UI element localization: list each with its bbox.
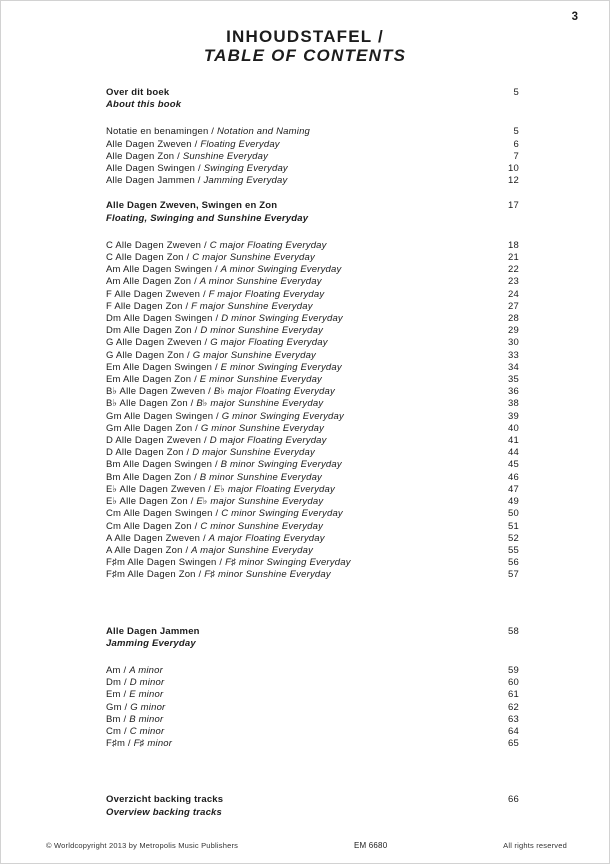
toc-entry-separator: /	[191, 520, 201, 532]
toc-entry-title-english: G minor Swinging Everyday	[221, 410, 344, 422]
toc-entry-title-dutch: Notatie en benamingen	[106, 126, 209, 138]
toc-entry-title-english: E minor Swinging Everyday	[220, 361, 342, 373]
toc-entry-page-number: 62	[508, 701, 519, 713]
toc-entry-page-number: 51	[508, 520, 519, 532]
toc-entry-separator: /	[200, 288, 209, 300]
toc-heading-title-dutch: Overzicht backing tracks	[106, 794, 224, 806]
toc-entry-title-dutch: Am Alle Dagen Swingen	[106, 264, 213, 276]
toc-entry-text	[106, 163, 288, 175]
toc-entry-title-dutch: E♭ Alle Dagen Zon	[106, 496, 188, 508]
toc-entry-separator: /	[120, 713, 130, 725]
toc-heading-row	[106, 200, 519, 212]
toc-entry-text	[106, 301, 313, 313]
toc-entry-text	[106, 459, 342, 471]
toc-heading-row	[106, 87, 519, 99]
toc-entry-separator: /	[192, 422, 201, 434]
toc-entry-page-number: 29	[508, 325, 519, 337]
toc-entry-page-number: 6	[513, 138, 519, 150]
toc-entry-title-dutch: Bm	[106, 713, 121, 725]
toc-entry	[106, 252, 519, 264]
toc-entry-title-english: C major Sunshine Everyday	[192, 252, 315, 264]
toc-entry-title-english: B minor	[129, 713, 164, 725]
toc-entry	[106, 472, 519, 484]
toc-entry-title-dutch: Alle Dagen Zon	[106, 150, 175, 162]
toc-entry	[106, 289, 519, 301]
toc-entry	[106, 714, 519, 726]
toc-entry-text	[106, 508, 343, 520]
toc-entry-separator: /	[191, 276, 200, 288]
toc-entry-title-english: E♭ major Floating Everyday	[213, 483, 335, 495]
toc-entry-separator: /	[187, 398, 197, 410]
toc-entry-title-dutch: F♯m Alle Dagen Swingen	[106, 557, 217, 569]
toc-heading-row	[106, 638, 519, 650]
toc-entry-title-dutch: Em	[106, 689, 121, 701]
toc-entry-separator: /	[195, 569, 205, 581]
toc-entry-text	[106, 677, 164, 689]
toc-entry-text	[106, 276, 322, 288]
toc-entry	[106, 665, 519, 677]
toc-entry-text	[106, 386, 335, 398]
toc-heading-page-number: 66	[508, 794, 519, 806]
toc-entry-title-english: E♭ major Sunshine Everyday	[196, 496, 324, 508]
toc-entry-title-dutch: Dm	[106, 677, 122, 689]
toc-entry-title-dutch: Em Alle Dagen Zon	[106, 374, 192, 386]
toc-entry-title-english: F major Floating Everyday	[208, 288, 325, 300]
toc-entry-text	[106, 521, 323, 533]
footer-copyright: © Worldcopyright 2013 by Metropolis Music Publishers	[46, 841, 239, 850]
toc-entry	[106, 411, 519, 423]
toc-entry-separator: /	[213, 410, 222, 422]
toc-entry-text	[106, 398, 323, 410]
toc-entry-page-number: 41	[508, 435, 519, 447]
toc-heading-row	[106, 213, 519, 225]
toc-entry	[106, 508, 519, 520]
toc-entry-text	[106, 665, 163, 677]
toc-entry-title-english: Sunshine Everyday	[182, 150, 269, 162]
toc-entry-text	[106, 252, 315, 264]
toc-entry-text	[106, 313, 343, 325]
toc-entry-separator: /	[191, 471, 200, 483]
toc-entry-text	[106, 702, 165, 714]
toc-entry-page-number: 35	[508, 374, 519, 386]
toc-entry-page-number: 47	[508, 483, 519, 495]
toc-entry-title-english: B♭ major Sunshine Everyday	[196, 398, 324, 410]
toc-heading-page-number: 17	[508, 200, 519, 212]
toc-entry-page-number: 46	[508, 471, 519, 483]
toc-entry-group	[106, 240, 519, 582]
toc-entry-title-dutch: Cm Alle Dagen Swingen	[106, 508, 213, 520]
toc-entry	[106, 545, 519, 557]
toc-entry-title-english: G major Sunshine Everyday	[192, 349, 317, 361]
toc-entry-page-number: 7	[513, 150, 519, 162]
toc-entry	[106, 435, 519, 447]
toc-entry-title-dutch: Alle Dagen Jammen	[106, 175, 195, 187]
page-number: 3	[571, 11, 578, 23]
toc-entry-separator: /	[182, 300, 192, 312]
toc-entry-title-dutch: A Alle Dagen Zon	[106, 544, 183, 556]
toc-entry-title-dutch: Alle Dagen Swingen	[106, 163, 196, 175]
toc-entry-text	[106, 545, 313, 557]
toc-entry-page-number: 55	[508, 544, 519, 556]
toc-entry-separator: /	[121, 725, 130, 737]
toc-entry-title-dutch: Alle Dagen Zweven	[106, 138, 192, 150]
toc-entry-title-english: D minor	[129, 677, 165, 689]
toc-entry-page-number: 59	[508, 664, 519, 676]
toc-entry	[106, 350, 519, 362]
toc-heading-title-dutch: Over dit boek	[106, 87, 170, 98]
toc-entry-separator: /	[187, 496, 197, 508]
toc-entry-separator: /	[205, 386, 214, 398]
toc-entry-page-number: 60	[508, 677, 519, 689]
toc-entry-separator: /	[183, 447, 193, 459]
toc-entry-text	[106, 533, 325, 545]
toc-entry-title-dutch: Dm Alle Dagen Zon	[106, 325, 192, 337]
toc-entry-text	[106, 557, 351, 569]
toc-entry	[106, 398, 519, 410]
toc-entry-page-number: 5	[513, 126, 519, 138]
toc-entry	[106, 126, 519, 138]
toc-entry-text	[106, 240, 327, 252]
toc-entry	[106, 569, 519, 581]
toc-entry-text	[106, 496, 323, 508]
toc-entry-separator: /	[125, 738, 134, 750]
toc-entry-title-english: D minor Sunshine Everyday	[200, 325, 324, 337]
toc-entry	[106, 276, 519, 288]
toc-entry-separator: /	[212, 313, 222, 325]
toc-entry-text	[106, 151, 268, 163]
toc-entry-title-english: A major Sunshine Everyday	[191, 544, 314, 556]
toc-entry-separator: /	[120, 664, 130, 676]
toc-entry	[106, 677, 519, 689]
toc-entry-separator: /	[191, 374, 200, 386]
toc-entry-title-english: C minor Sunshine Everyday	[200, 520, 324, 532]
toc-entry-separator: /	[191, 325, 201, 337]
toc-entry-text	[106, 264, 341, 276]
toc-entry	[106, 689, 519, 701]
toc-entry-page-number: 50	[508, 508, 519, 520]
toc-entry-title-english: G minor Sunshine Everyday	[200, 422, 325, 434]
toc-entry-text	[106, 289, 324, 301]
toc-entry-title-dutch: F♯m Alle Dagen Zon	[106, 569, 196, 581]
toc-section-heading	[106, 200, 519, 224]
toc-entry-title-dutch: Bm Alle Dagen Swingen	[106, 459, 213, 471]
toc-entry-title-english: Swinging Everyday	[203, 163, 288, 175]
toc-entry-page-number: 30	[508, 337, 519, 349]
toc-entry-text	[106, 337, 328, 349]
toc-entry-title-dutch: Cm	[106, 725, 122, 737]
toc-heading-title-english: Floating, Swinging and Sunshine Everyday	[106, 212, 309, 224]
toc-entry-text	[106, 423, 324, 435]
toc-entry-title-english: E minor	[129, 689, 164, 701]
toc-entry-title-dutch: B♭ Alle Dagen Zon	[106, 398, 188, 410]
toc-entry-separator: /	[194, 175, 204, 187]
toc-entry-title-english: F♯ minor	[133, 738, 173, 750]
toc-entry-title-dutch: Am	[106, 664, 121, 676]
toc-entry-title-dutch: Am Alle Dagen Zon	[106, 276, 192, 288]
toc-entry-page-number: 33	[508, 349, 519, 361]
toc-entry-title-english: A major Floating Everyday	[208, 532, 325, 544]
toc-entry-title-dutch: E♭ Alle Dagen Zweven	[106, 483, 206, 495]
toc-entry-page-number: 56	[508, 557, 519, 569]
toc-entry	[106, 533, 519, 545]
toc-entry-title-english: Jamming Everyday	[203, 175, 288, 187]
toc-entry-title-english: D major Floating Everyday	[209, 435, 327, 447]
toc-entry-title-dutch: Gm	[106, 701, 122, 713]
toc-entry-separator: /	[121, 701, 131, 713]
toc-heading-row	[106, 626, 519, 638]
toc-entry-title-dutch: Em Alle Dagen Swingen	[106, 361, 213, 373]
toc-heading-title-english: Jamming Everyday	[106, 637, 196, 649]
toc-entry-title-english: G major Floating Everyday	[210, 337, 328, 349]
toc-entry-page-number: 10	[508, 163, 519, 175]
toc-entry-separator: /	[195, 163, 204, 175]
toc-entry-title-dutch: F Alle Dagen Zon	[106, 300, 183, 312]
toc-entry-text	[106, 569, 331, 581]
toc-entry-separator: /	[205, 483, 214, 495]
toc-entry-separator: /	[212, 459, 221, 471]
toc-entry-title-english: D minor Swinging Everyday	[221, 313, 343, 325]
toc-entry-title-dutch: F Alle Dagen Zweven	[106, 288, 201, 300]
toc-entry-text	[106, 325, 323, 337]
toc-entry-title-english: D major Sunshine Everyday	[192, 447, 315, 459]
toc-entry	[106, 163, 519, 175]
toc-entry-title-english: C major Floating Everyday	[209, 239, 327, 251]
toc-entry	[106, 557, 519, 569]
toc-entry-separator: /	[183, 252, 193, 264]
toc-heading-title-english: Overview backing tracks	[106, 806, 223, 818]
toc-entry-title-dutch: G Alle Dagen Zon	[106, 349, 185, 361]
toc-heading-row	[106, 807, 519, 819]
toc-entry-separator: /	[212, 264, 221, 276]
toc-entry-text	[106, 714, 163, 726]
toc-entry-title-dutch: G Alle Dagen Zweven	[106, 337, 202, 349]
toc-entry	[106, 459, 519, 471]
toc-entry-title-english: A minor Sunshine Everyday	[199, 276, 322, 288]
toc-entry-title-dutch: F♯m	[106, 738, 126, 750]
toc-entry-text	[106, 411, 344, 423]
toc-entry-text	[106, 435, 327, 447]
toc-entry-page-number: 36	[508, 386, 519, 398]
toc-entry-title-english: Notation and Naming	[216, 126, 311, 138]
toc-entry-text	[106, 139, 280, 151]
toc-entry-separator: /	[200, 532, 209, 544]
toc-entry-page-number: 28	[508, 313, 519, 325]
toc-section-heading	[106, 87, 519, 111]
toc-entry-separator: /	[191, 138, 201, 150]
toc-entry-separator: /	[182, 544, 192, 556]
toc-entry	[106, 301, 519, 313]
toc-entry-page-number: 61	[508, 689, 519, 701]
toc-entry	[106, 264, 519, 276]
toc-entry	[106, 521, 519, 533]
toc-entry-page-number: 45	[508, 459, 519, 471]
footer-catalog-number: EM 6680	[353, 841, 388, 850]
toc-entry	[106, 139, 519, 151]
toc-entry	[106, 313, 519, 325]
toc-entry-page-number: 21	[508, 252, 519, 264]
toc-entry-text	[106, 689, 163, 701]
page-title-dutch: INHOUDSTAFEL /	[226, 27, 384, 46]
toc-entry-group	[106, 126, 519, 187]
toc-entry-separator: /	[208, 126, 217, 138]
toc-entry-title-english: F♯ minor Sunshine Everyday	[204, 569, 331, 581]
toc-entry-text	[106, 126, 310, 138]
toc-entry-text	[106, 175, 287, 187]
toc-entry-title-english: F major Sunshine Everyday	[191, 300, 313, 312]
toc-entry-page-number: 52	[508, 532, 519, 544]
toc-entry-page-number: 44	[508, 447, 519, 459]
toc-entry-text	[106, 374, 322, 386]
toc-section-heading	[106, 794, 519, 818]
toc-entry-separator: /	[216, 557, 226, 569]
page-title	[1, 27, 609, 65]
toc-entry	[106, 325, 519, 337]
toc-list	[106, 87, 519, 819]
toc-entry-page-number: 34	[508, 361, 519, 373]
toc-entry-page-number: 27	[508, 300, 519, 312]
toc-entry-separator: /	[120, 689, 130, 701]
toc-entry-page-number: 38	[508, 398, 519, 410]
toc-entry-page-number: 57	[508, 569, 519, 581]
footer-rights: All rights reserved	[503, 841, 567, 850]
toc-entry-separator: /	[212, 508, 222, 520]
toc-entry-page-number: 65	[508, 738, 519, 750]
toc-section-heading	[106, 626, 519, 650]
toc-entry-page-number: 64	[508, 725, 519, 737]
toc-entry	[106, 423, 519, 435]
toc-entry-title-dutch: C Alle Dagen Zon	[106, 252, 184, 264]
toc-heading-row	[106, 794, 519, 806]
toc-entry	[106, 726, 519, 738]
toc-entry-title-english: B minor Swinging Everyday	[220, 459, 342, 471]
toc-entry-title-dutch: D Alle Dagen Zon	[106, 447, 184, 459]
toc-entry-page-number: 22	[508, 264, 519, 276]
toc-entry	[106, 362, 519, 374]
toc-entry	[106, 386, 519, 398]
toc-entry	[106, 175, 519, 187]
toc-entry-title-english: G minor	[130, 701, 166, 713]
toc-entry-text	[106, 484, 335, 496]
toc-entry	[106, 447, 519, 459]
toc-entry-title-english: C minor Swinging Everyday	[221, 508, 343, 520]
toc-heading-title-dutch: Alle Dagen Zweven, Swingen en Zon	[106, 200, 278, 212]
toc-entry-page-number: 23	[508, 276, 519, 288]
toc-entry-title-english: A minor Swinging Everyday	[220, 264, 342, 276]
toc-entry-title-dutch: Dm Alle Dagen Swingen	[106, 313, 213, 325]
toc-entry-separator: /	[121, 677, 130, 689]
toc-entry-page-number: 63	[508, 713, 519, 725]
toc-heading-title-dutch: Alle Dagen Jammen	[106, 625, 200, 637]
toc-entry-title-dutch: B♭ Alle Dagen Zweven	[106, 386, 206, 398]
toc-entry-title-english: E minor Sunshine Everyday	[199, 374, 323, 386]
toc-entry	[106, 240, 519, 252]
toc-entry-title-english: F♯ minor Swinging Everyday	[225, 557, 351, 569]
toc-entry	[106, 484, 519, 496]
toc-entry-title-dutch: C Alle Dagen Zweven	[106, 239, 202, 251]
toc-entry-separator: /	[212, 361, 221, 373]
toc-entry	[106, 738, 519, 750]
page-footer	[46, 841, 567, 850]
toc-entry-title-dutch: Gm Alle Dagen Zon	[106, 422, 193, 434]
toc-entry-title-english: B♭ major Floating Everyday	[213, 386, 335, 398]
toc-entry-title-dutch: Bm Alle Dagen Zon	[106, 471, 192, 483]
toc-entry-separator: /	[201, 239, 210, 251]
toc-entry-title-dutch: D Alle Dagen Zweven	[106, 435, 202, 447]
toc-entry-title-english: A minor	[129, 664, 163, 676]
toc-entry	[106, 374, 519, 386]
toc-entry-title-dutch: Gm Alle Dagen Swingen	[106, 410, 214, 422]
toc-entry-text	[106, 738, 172, 750]
toc-entry-page-number: 49	[508, 496, 519, 508]
toc-entry-page-number: 18	[508, 239, 519, 251]
toc-entry-text	[106, 472, 322, 484]
toc-heading-title-english: About this book	[106, 99, 182, 111]
toc-entry-text	[106, 447, 315, 459]
toc-entry-title-dutch: Cm Alle Dagen Zon	[106, 520, 192, 532]
toc-heading-row	[106, 99, 519, 111]
toc-entry-title-english: B minor Sunshine Everyday	[199, 471, 323, 483]
toc-entry-text	[106, 350, 316, 362]
toc-entry-page-number: 12	[508, 175, 519, 187]
toc-entry-title-dutch: A Alle Dagen Zweven	[106, 532, 201, 544]
toc-entry-separator: /	[184, 349, 193, 361]
toc-entry-text	[106, 726, 164, 738]
toc-entry-group	[106, 665, 519, 750]
toc-entry	[106, 702, 519, 714]
toc-entry	[106, 151, 519, 163]
toc-heading-page-number: 58	[508, 625, 519, 637]
toc-heading-page-number: 5	[513, 87, 519, 98]
toc-entry-separator: /	[201, 337, 211, 349]
page-title-english: TABLE OF CONTENTS	[203, 46, 407, 65]
toc-entry-page-number: 39	[508, 410, 519, 422]
toc-entry-page-number: 40	[508, 422, 519, 434]
toc-entry-title-english: C minor	[129, 725, 165, 737]
toc-entry-separator: /	[174, 150, 183, 162]
toc-entry-separator: /	[201, 435, 210, 447]
toc-entry-page-number: 24	[508, 288, 519, 300]
toc-entry	[106, 496, 519, 508]
toc-entry	[106, 337, 519, 349]
toc-entry-text	[106, 362, 342, 374]
toc-entry-title-english: Floating Everyday	[200, 138, 280, 150]
